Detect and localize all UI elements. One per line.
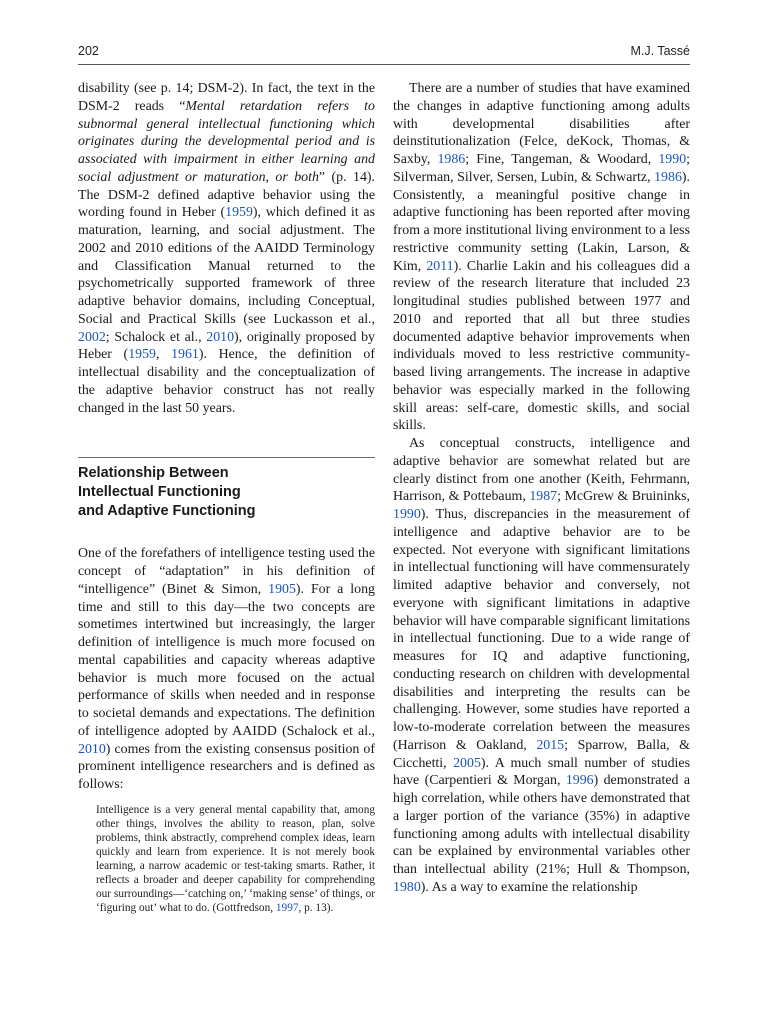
running-author: M.J. Tassé [630,44,690,58]
citation-year-link[interactable]: 1905 [268,581,296,597]
citation-year-link[interactable]: 1990 [658,152,687,167]
section-heading-line-2: Intellectual Functioning [78,484,241,501]
italic-quote-text: Mental retardation refers to subnormal general intellectual functioning which originates during the developmental period and is associated with impairment in either learning and social adjustment or maturation, or both [78,98,375,185]
citation-year-link[interactable]: 1990 [393,507,421,522]
citation-year-link[interactable]: 1987 [529,489,558,505]
citation-year-link[interactable]: 2015 [536,737,565,753]
section-heading-line-1: Relationship Between [78,465,229,482]
section-heading-line-3: and Adaptive Functioning [78,503,256,520]
page-number: 202 [78,44,99,58]
right-column [393,80,690,897]
section-divider [78,457,375,458]
left-paragraph-1: disability (see p. 14; DSM-2). In fact, the text in the DSM-2 reads “Mental retardation refers to subnormal general intellectual functioning which originates during the developmental period and is associated with impairment in either learning and social adjustment or maturation, or both” (p. 14). The DSM-2 defined adaptive behavior using the wording found in Heber (1959), which defined it as maturation, learning, and social adjustment. The 2002 and 2010 editions of the AAIDD Terminology and Classification Manual returned to the psychometrically supported framework of three adaptive behavior domains, including Conceptual, Social and Practical Skills (see Luckasson et al., 2002; Schalock et al., 2010), originally proposed by Heber (1959, 1961). Hence, the definition of intellectual disability and the conceptualization of the adaptive behavior construct has not really changed in the last 50 years. [78,81,375,416]
citation-year-link[interactable]: 1986 [437,152,466,167]
citation-year-link[interactable]: 1959 [225,205,253,221]
citation-year-link[interactable]: 1986 [654,169,682,185]
citation-year-link[interactable]: 2002 [78,329,106,345]
citation-year-link[interactable]: 1996 [565,773,594,789]
right-paragraph-2: As conceptual constructs, intelligence and adaptive behavior are somewhat related but are clearly distinct from one another (Keith, Fehrmann, Harrison, & Pottebaum, 1987; McGrew & Bruininks, 1990). Thus, discrepancies in the measurement of intelligence and adaptive behavior are to be expected. Not everyone with significant limitations in intellectual functioning will have commensurately limited adaptive behavior and conversely, not everyone with significant limitations in adaptive behavior will have comparable significant limitations in intellectual functioning. Due to a wide range of measures for IQ and adaptive functioning, conducting research on children with developmental disabilities and interpreting the results can be challenging. However, some studies have reported a low-to-moderate correlation between the measures (Harrison & Oakland, 2015; Sparrow, Balla, & Cicchetti, 2005). A much small number of studies have (Carpentieri & Morgan, 1996) demonstrated a high correlation, while others have demonstrated that a larger portion of the variance (35%) in adaptive functioning among adults with intellectual disability can be explained by environmental variables other than intellectual ability (21%; Hull & Thompson, 1980). As a way to examine the relationship [393,436,690,895]
left-paragraph-2: One of the forefathers of intelligence testing used the concept of “adaptation” in his definition of “intelligence” (Binet & Simon, 1905). For a long time and still to this day—the two concepts are sometimes intertwined but increasingly, the larger definition of intelligence is much more focused on mental capabilities and capacity whereas adaptive behavior is much more focused on the actual performance of skills when needed and in response to societal demands and expectations. The definition of intelligence adopted by AAIDD (Schalock et al., 2010) comes from the existing consensus position of prominent intelligence researchers and is defined as follows: [78,546,375,792]
header-rule [78,64,690,65]
running-header [78,44,690,64]
citation-year-link[interactable]: 2005 [453,755,481,771]
citation-year-link[interactable]: 1959 [128,347,156,363]
citation-year-link[interactable]: 2010 [206,329,235,345]
citation-year-link[interactable]: 2011 [426,258,454,274]
left-column [78,80,375,916]
citation-year-link[interactable]: 2010 [78,741,106,757]
citation-year-link[interactable]: 1997 [275,902,299,915]
right-paragraph-1: There are a number of studies that have examined the changes in adaptive functioning among adults with developmental disabilities after deinstitutionalization (Felce, deKock, Thomas, & Saxby, 1986; Fine, Tangeman, & Woodard, 1990; Silverman, Silver, Sersen, Lubin, & Schwartz, 1986). Consistently, a meaningful positive change in adaptive functioning has been reported after moving from a more institutional living environment to a less restrictive community setting (Lakin, Larson, & Kim, 2011). Charlie Lakin and his colleagues did a review of the research literature that included 23 longitudinal studies published between 1977 and 2010 and reported that all but three studies documented adaptive behavior improvements when individuals moved to less restrictive community-based living arrangements. The increase in adaptive behavior was especially marked in the following skill areas: self-care, domestic skills, and social skills. [393,81,690,434]
citation-year-link[interactable]: 1980 [393,879,421,895]
block-quote: Intelligence is a very general mental capability that, among other things, involves the ability to reason, plan, solve problems, think abstractly, comprehend complex ideas, learn quickly and learn from experience. It is not merely book learning, a narrow academic or test-taking smarts. Rather, it reflects a broader and deeper capability for comprehending our surroundings—‘catching on,’ ‘making sense’ of things, or ‘figuring out’ what to do. (Gottfredson, 1997, p. 13). [96,803,375,915]
section-heading [78,464,375,521]
citation-year-link[interactable]: 1961 [171,347,199,363]
